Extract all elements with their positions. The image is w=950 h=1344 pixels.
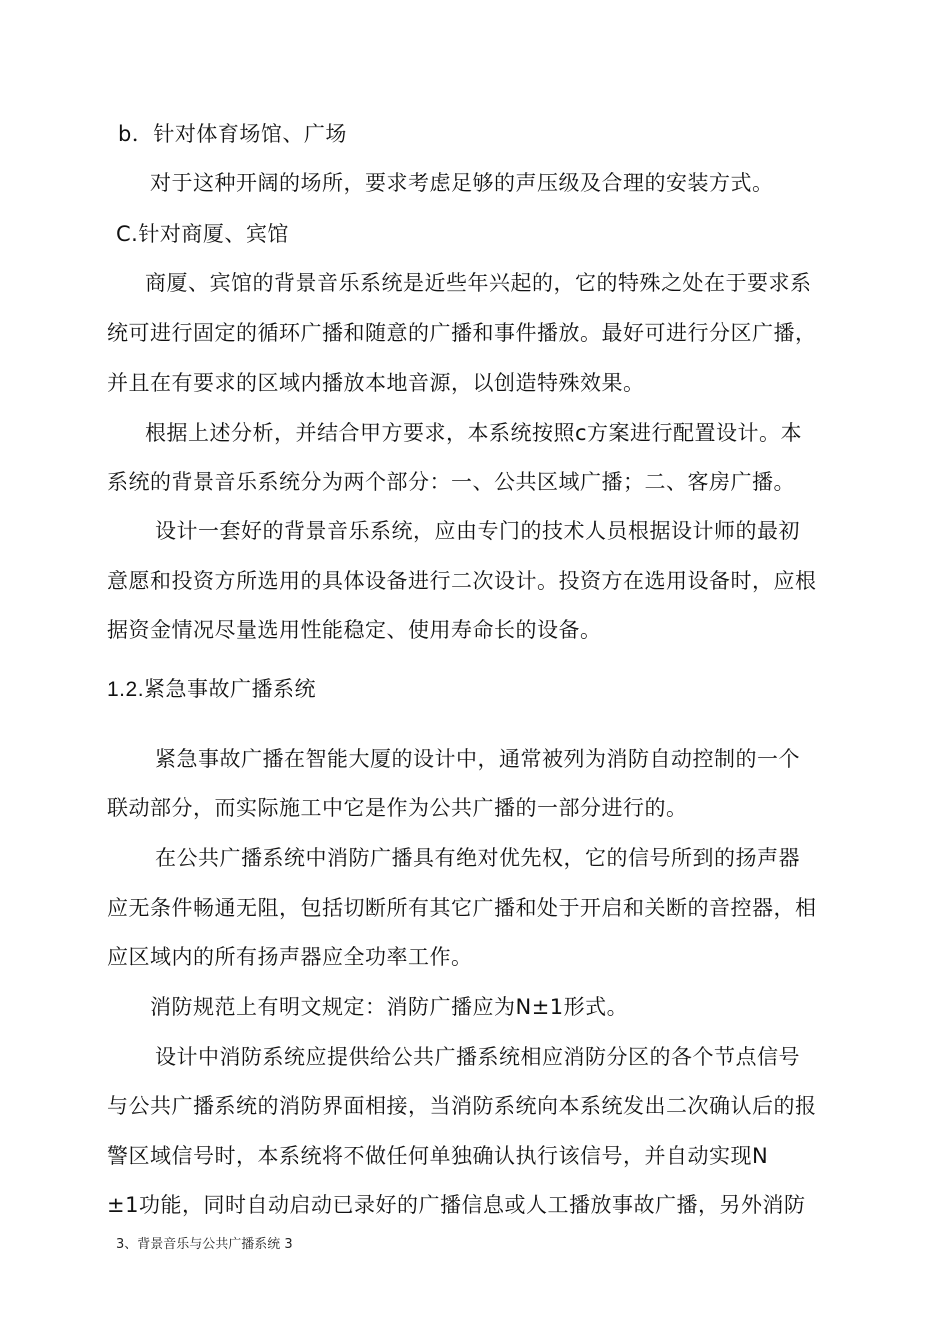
paragraph-line: 对于这种开阔的场所，要求考虑足够的声压级及合理的安装方式。 xyxy=(150,171,774,195)
paragraph-line: 警区域信号时，本系统将不做任何单独确认执行该信号，并自动实现N xyxy=(107,1144,769,1168)
paragraph-line: 商厦、宾馆的背景音乐系统是近些年兴起的，它的特殊之处在于要求系 xyxy=(145,271,812,295)
paragraph-line: 设计中消防系统应提供给公共广播系统相应消防分区的各个节点信号 xyxy=(155,1045,800,1069)
paragraph-line: 消防规范上有明文规定：消防广播应为N±1形式。 xyxy=(150,995,629,1019)
paragraph-line: 系统的背景音乐系统分为两个部分：一、公共区域广播；二、客房广播。 xyxy=(107,470,795,494)
paragraph-line: 应无条件畅通无阻，包括切断所有其它广播和处于开启和关断的音控器，相 xyxy=(107,896,817,920)
paragraph-line: 紧急事故广播在智能大厦的设计中，通常被列为消防自动控制的一个 xyxy=(155,747,800,771)
paragraph-line: 并且在有要求的区域内播放本地音源，以创造特殊效果。 xyxy=(107,371,645,395)
subheading-stadium: b．针对体育场馆、广场 xyxy=(118,122,347,146)
paragraph-line: 意愿和投资方所选用的具体设备进行二次设计。投资方在选用设备时，应根 xyxy=(107,569,817,593)
page-footer: 3、背景音乐与公共广播系统 3 xyxy=(116,1237,293,1252)
paragraph-line: 根据上述分析，并结合甲方要求，本系统按照c方案进行配置设计。本 xyxy=(145,421,803,445)
paragraph-line: 应区域内的所有扬声器应全功率工作。 xyxy=(107,945,473,969)
paragraph-line: 与公共广播系统的消防界面相接，当消防系统向本系统发出二次确认后的报 xyxy=(107,1094,817,1118)
paragraph-line: 统可进行固定的循环广播和随意的广播和事件播放。最好可进行分区广播， xyxy=(107,321,817,345)
paragraph-line: 设计一套好的背景音乐系统，应由专门的技术人员根据设计师的最初 xyxy=(155,519,800,543)
paragraph-line: 在公共广播系统中消防广播具有绝对优先权，它的信号所到的扬声器 xyxy=(155,846,800,870)
subheading-mall-hotel: C.针对商厦、宾馆 xyxy=(116,222,289,246)
paragraph-line: ±1功能，同时自动启动已录好的广播信息或人工播放事故广播，另外消防 xyxy=(107,1193,806,1217)
section-heading: 1.2.紧急事故广播系统 xyxy=(107,678,317,701)
paragraph-line: 据资金情况尽量选用性能稳定、使用寿命长的设备。 xyxy=(107,618,602,642)
paragraph-line: 联动部分，而实际施工中它是作为公共广播的一部分进行的。 xyxy=(107,796,688,820)
